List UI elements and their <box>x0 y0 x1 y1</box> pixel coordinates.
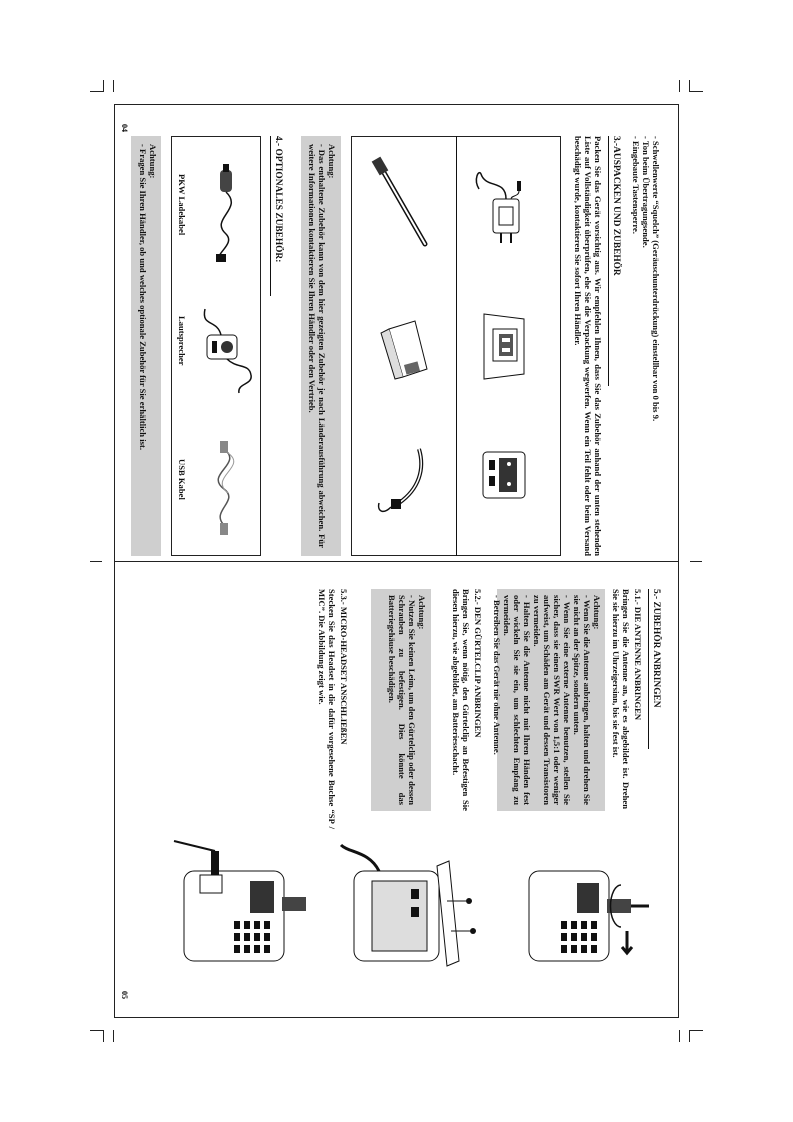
note4-text: - Nutzen Sie keinen Leim, um den Gürtelclip oder dessen Schrauben zu befestigen. Dies könnte das Batteriegehäuse beschädigen. <box>387 595 417 805</box>
headset-jack-illustration <box>164 841 314 991</box>
rotated-spread <box>114 104 679 1018</box>
label-usb-cable: USB Kabel <box>177 459 187 500</box>
usb-cable-image <box>194 439 254 539</box>
charging-cradle-image <box>469 304 539 384</box>
crop-mark <box>113 1030 114 1042</box>
feature-bullets <box>631 136 661 556</box>
crop-mark <box>689 91 703 92</box>
crop-mark <box>103 80 104 92</box>
belt-clip-illustration <box>339 841 489 991</box>
power-adapter-image <box>471 169 541 259</box>
label-car-charger: PKW Ladekabel <box>177 174 187 236</box>
bullet-tone: - Ton beim Übertragungsende. <box>641 136 651 248</box>
note3-item: - Wenn Sie die Antenne anbringen, halten und drehen Sie sie nicht an der Spitze, sondern unten. <box>572 595 592 805</box>
crop-mark <box>689 1030 690 1042</box>
label-speaker: Lautsprecher <box>177 316 187 366</box>
grid-divider <box>456 136 457 556</box>
note3-item: - Betreiben Sie das Gerät nie ohne Antenne. <box>492 595 502 755</box>
s52-title: 5.2.- DEN GÜRTELCLIP ANBRINGEN <box>473 589 483 738</box>
crop-mark <box>90 561 102 562</box>
note3-list <box>492 595 592 805</box>
bullet-keylock: - Eingebaute Tastensperre. <box>631 136 641 234</box>
crop-mark <box>90 91 104 92</box>
crop-mark <box>690 561 702 562</box>
note1-title: Achtung: <box>327 144 337 179</box>
note3-item: - Halten Sie die Antenne nicht mit Ihren Händen fest oder wickeln Sie sie ein, um schlechten Empfang zu vermeiden. <box>502 595 532 805</box>
page-05 <box>114 561 679 1018</box>
note3-item: - Wenn Sie eine externe Antenne benutzen, stellen Sie sicher, dass sie einen SWR Wert von 1,5:1 oder weniger aufweist, um Schäden am Gerät und dessen Transistoren zu vermeiden. <box>532 595 572 805</box>
section4-title: 4.- OPTIONALES ZUBEHÖR: <box>273 136 283 263</box>
note2-text: - Fragen Sie Ihren Händler, ob und welches optionale Zubehör für Sie erhältlich ist. <box>138 144 148 450</box>
crop-mark <box>679 80 680 92</box>
battery-image <box>469 434 539 514</box>
section3-title: 3.-AUSPACKEN UND ZUBEHÖR <box>611 136 621 276</box>
note3-title: Achtung: <box>592 595 602 630</box>
antenna-image <box>369 154 439 264</box>
s51-text: Bringen Sie die Antenne an, wie es abgebildet ist. Drehen Sie sie hierzu im Uhrzeigersinn, bis sie fest ist. <box>611 589 631 809</box>
antenna-mount-illustration <box>509 841 649 991</box>
page-04 <box>114 104 679 561</box>
lanyard-image <box>369 439 439 519</box>
page-number-05: 05 <box>120 991 129 999</box>
section5-underline <box>648 589 649 749</box>
section3-text: Packen Sie das Gerät vorsichtig aus. Wir empfehlen Ihnen, dass Sie das Zubehör anhand der unten stehenden Liste auf Vollständigkeit überprüfen, ehe Sie die Verpackung wegwerfen. Wenn ein Teil fehlt oder beim Versand beschädigt wurde, kontaktieren Sie sofort Ihren Händler. <box>573 136 603 556</box>
crop-mark <box>679 1030 680 1042</box>
car-charger-image <box>194 164 254 264</box>
page-number-04: 04 <box>120 124 129 132</box>
note1-text: - Das enthaltene Zubehör kann von dem hier gezeigten Zubehör je nach Länderausführung abweichen. Für weitere Informationen kontaktieren Sie Ihren Händler oder den Vertrieb. <box>307 144 327 548</box>
crop-mark <box>113 80 114 92</box>
crop-mark <box>689 1030 703 1031</box>
note4-title: Achtung: <box>417 595 427 630</box>
section3-underline <box>608 136 609 386</box>
section5-title: 5.- ZUBEHÖR ANBRINGEN <box>651 589 661 708</box>
s53-title: 5.3.- MICRO-HEADSET ANSCHLIEßEN <box>339 589 349 745</box>
note2-title: Achtung: <box>148 144 158 179</box>
crop-mark <box>103 1030 104 1042</box>
belt-clip-image <box>369 309 439 389</box>
speaker-mic-image <box>195 299 257 399</box>
bullet-squelch: - Schwellenwerte “Squelch” (Geräuschunterdrückung) einstellbar von 0 bis 9. <box>651 136 661 422</box>
s53-text: Stecken Sie das Headset in die dafür vorgesehene Buchse “SP / MIC”. Die Abbildung zeigt wie. <box>317 589 337 829</box>
s52-text: Bringen Sie, wenn nötig, den Gürtelclip an Befestigen Sie diesen hierzu, wie abgebildet, am Batteriesschacht. <box>451 589 471 811</box>
s51-title: 5.1.- DIE ANTENNE ANBRINGEN <box>633 589 643 721</box>
crop-mark <box>90 1030 104 1031</box>
section4-underline <box>270 136 271 296</box>
